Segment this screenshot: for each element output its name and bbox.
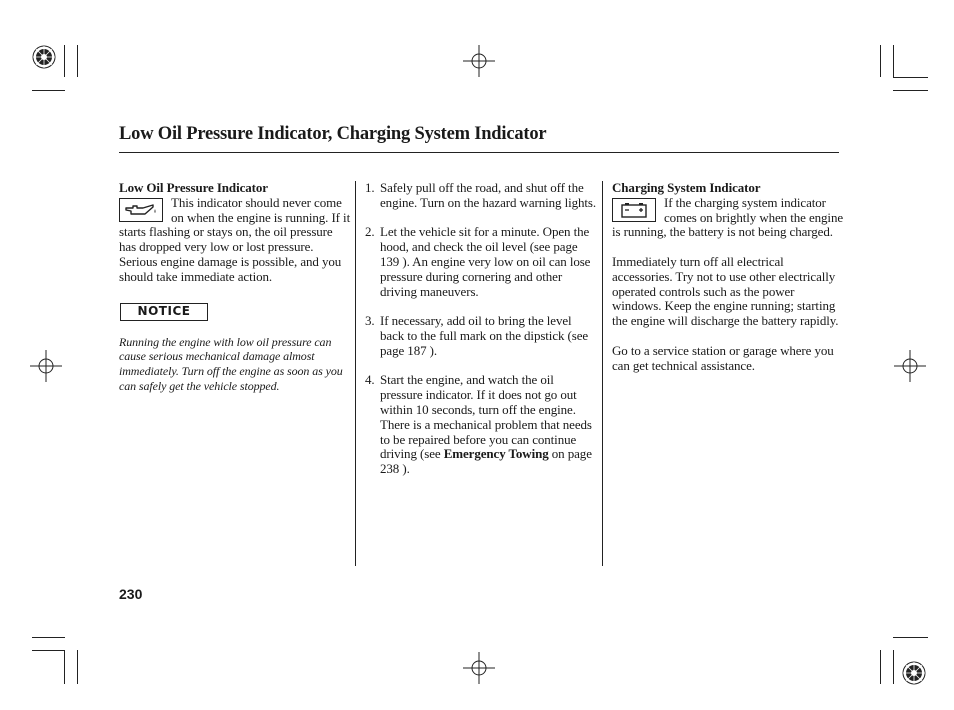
charging-paragraph-1: If the charging system indicator comes on brightly when the engine is running, the battery is not being charged. [612, 194, 844, 240]
charging-paragraph-3: Go to a service station or garage where you can get technical assistance. [612, 342, 834, 373]
charging-heading: Charging System Indicator [612, 180, 761, 195]
starburst-mark-bottom-right [903, 662, 925, 684]
step-number: 4. [365, 372, 375, 388]
page-number: 230 [119, 586, 143, 602]
starburst-mark-top-left [33, 46, 55, 68]
notice-text: Running the engine with low oil pressure can cause serious mechanical damage almost immediately. Turn off the engine as soon as you can safely get the vehicle stopped. [119, 334, 343, 393]
low-oil-heading: Low Oil Pressure Indicator [119, 180, 268, 195]
charging-paragraph-2: Immediately turn off all electrical accessories. Try not to use other electrically operated controls such as the power windows. Keep the engine running; starting the engine will discharge the battery rapidly. [612, 253, 839, 329]
low-oil-paragraph: This indicator should never come on when the engine is running. If it starts flashing or stays on, the oil pressure has dropped very low or lost pressure. Serious engine damage is possible, and you should take immediate action. [119, 194, 351, 284]
notice-label: NOTICE [120, 303, 208, 321]
step-number: 2. [365, 224, 375, 240]
step-text: Start the engine, and watch the oil pressure indicator. If it does not go out within 10 seconds, turn off the engine. There is a mechanical problem that needs to be repaired before you can continue driving (see Emergency Towing on page 238 ). [380, 372, 592, 477]
emergency-towing-link[interactable]: Emergency Towing [443, 446, 549, 462]
step-text: If necessary, add oil to bring the level back to the full mark on the dipstick (see page 187 ). [380, 313, 589, 358]
step-text: Let the vehicle sit for a minute. Open the hood, and check the oil level (see page 139 ). An engine very low on oil can lose pressure during cornering and other driving maneuvers. [380, 224, 591, 299]
step-text: Safely pull off the road, and shut off the engine. Turn on the hazard warning lights. [380, 180, 597, 210]
step-number: 3. [365, 313, 375, 329]
page-title: Low Oil Pressure Indicator, Charging System Indicator [119, 124, 547, 144]
step-number: 1. [365, 180, 375, 195]
